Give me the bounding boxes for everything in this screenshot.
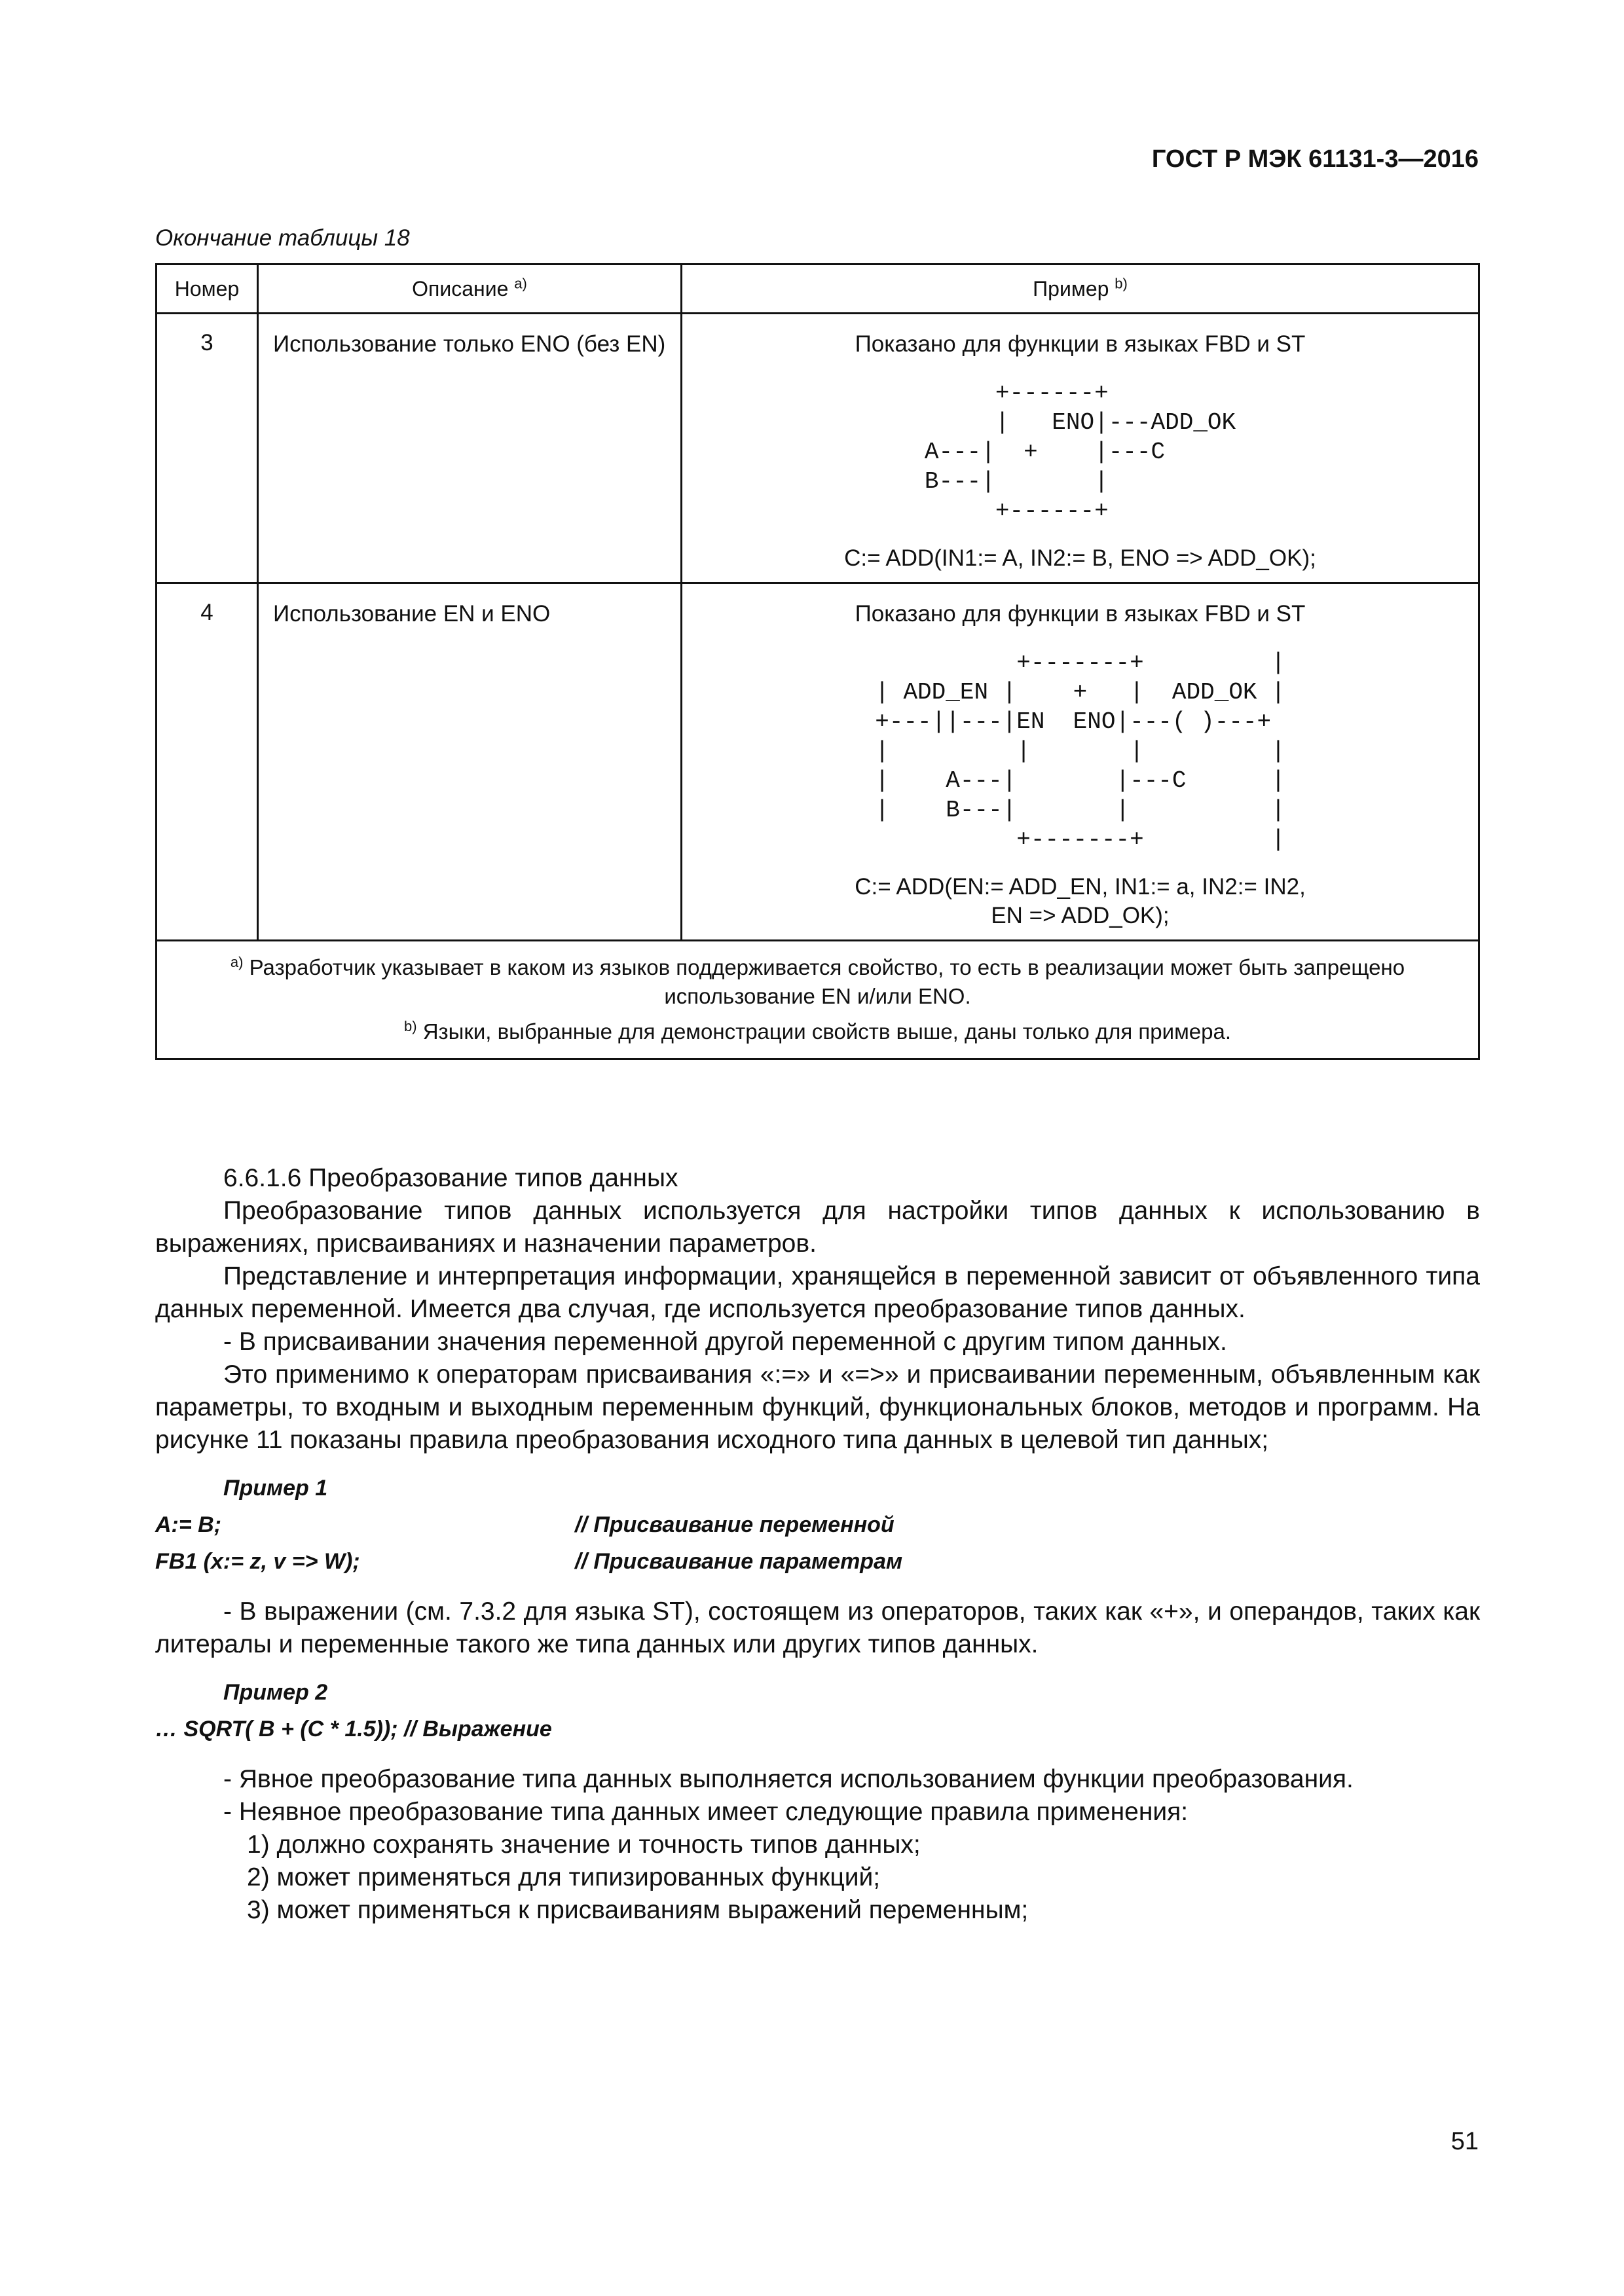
table-caption: Окончание таблицы 18 [155,225,410,251]
table-note: $^{b)}$ Языки, выбранные для демонстрации свойств выше, даны только для примера. [403,1018,1231,1044]
table-notes-row [157,941,1479,1059]
st-code [693,873,1467,930]
paragraph: - В присваивании значения переменной другой переменной с другим типом данных. [223,1328,1227,1356]
paragraph: Это применимо к операторам присваивания «:=» и «=>» и присваивании переменным, объявленным как параметры, то входным и выходным переменным функций, функциональных блоков, методов и программ. На рисунке 11 показаны правила преобразования исходного типа данных в целевой тип данных; [155,1360,1480,1454]
paragraph: Преобразование типов данных используется для настройки типов данных к использованию в выражениях, присваиваниях и назначении параметров. [155,1197,1480,1258]
numbered-item: 2) может применяться для типизированных функций; [247,1863,881,1891]
row-description: Использование EN и ENO [258,583,682,941]
table-notes [157,941,1479,1059]
example-2-label: Пример 2 [223,1680,328,1705]
page-number: 51 [1450,2128,1479,2155]
numbered-item: 3) может применяться к присваиваниям выражений переменным; [247,1896,1029,1924]
numbered-item: 1) должно сохранять значение и точность типов данных; [247,1831,921,1859]
example-2-line [155,1711,1480,1747]
table-18 [155,263,1480,1060]
page-header-standard: ГОСТ Р МЭК 61131-3—2016 [1151,145,1479,173]
section-heading: 6.6.1.6 Преобразование типов данных [223,1164,678,1192]
table-note: $^{a)}$ Разработчик указывает в каком из языков поддерживается свойство, то есть в реализации может быть запрещено использование EN и/или ENO. [230,954,1405,1008]
example-comment: // Присваивание переменной [575,1512,895,1537]
col-header-example: Пример $^{b)}$ [682,264,1479,314]
col-header-desc: Описание $^{a)}$ [258,264,682,314]
row-number: 3 [157,314,258,583]
paragraph: Представление и интерпретация информации, хранящейся в переменной зависит от объявленного типа данных переменной. Имеется два случая, где используется преобразование типов данных. [155,1262,1480,1323]
note-mark: b) [403,1018,417,1034]
table-row [157,583,1479,941]
row-number: 4 [157,583,258,941]
example-code: A:= B; [155,1512,222,1537]
st-code-line: EN => ADD_OK); [991,903,1170,928]
table-header-row [157,264,1479,314]
example-comment: // Присваивание параметрам [575,1549,903,1574]
fbd-diagram: +-------+ | | ADD_EN | + | ADD_OK | +---||---|EN ENO|---( )---+ | | | | | A---| |---C | | B---| | | +-------+ | [875,649,1285,853]
row-example [682,314,1479,583]
example-1-label: Пример 1 [223,1476,328,1501]
fbd-diagram: +------+ | ENO|---ADD_OK A---| + |---C B---| | +------+ [924,380,1236,524]
footnote-mark-b: b) [1115,274,1128,291]
example-title: Показано для функции в языках FBD и ST [855,331,1306,357]
st-code: C:= ADD(IN1:= A, IN2:= B, ENO => ADD_OK); [844,545,1316,571]
example-code: … SQRT( B + (C * 1.5)); // Выражение [155,1717,552,1741]
row-example [682,583,1479,941]
note-mark: a) [230,954,244,970]
row-description: Использование только ENO (без EN) [258,314,682,583]
paragraph: - В выражении (см. 7.3.2 для языка ST), состоящем из операторов, таких как «+», и операндов, таких как литералы и переменные такого же типа данных или других типов данных. [155,1597,1480,1658]
example-1-line [155,1543,1480,1580]
example-title: Показано для функции в языках FBD и ST [855,601,1306,627]
example-code: FB1 (x:= z, v => W); [155,1549,360,1574]
list-item: - Неявное преобразование типа данных имеет следующие правила применения: [223,1798,1189,1826]
list-item: - Явное преобразование типа данных выполняется использованием функции преобразования. [223,1765,1354,1793]
example-1-line [155,1506,1480,1543]
body-text [155,1162,1480,1927]
st-code-line: C:= ADD(EN:= ADD_EN, IN1:= a, IN2:= IN2, [855,874,1306,900]
table-row [157,314,1479,583]
col-header-num: Номер [157,264,258,314]
footnote-mark-a: a) [514,274,527,291]
